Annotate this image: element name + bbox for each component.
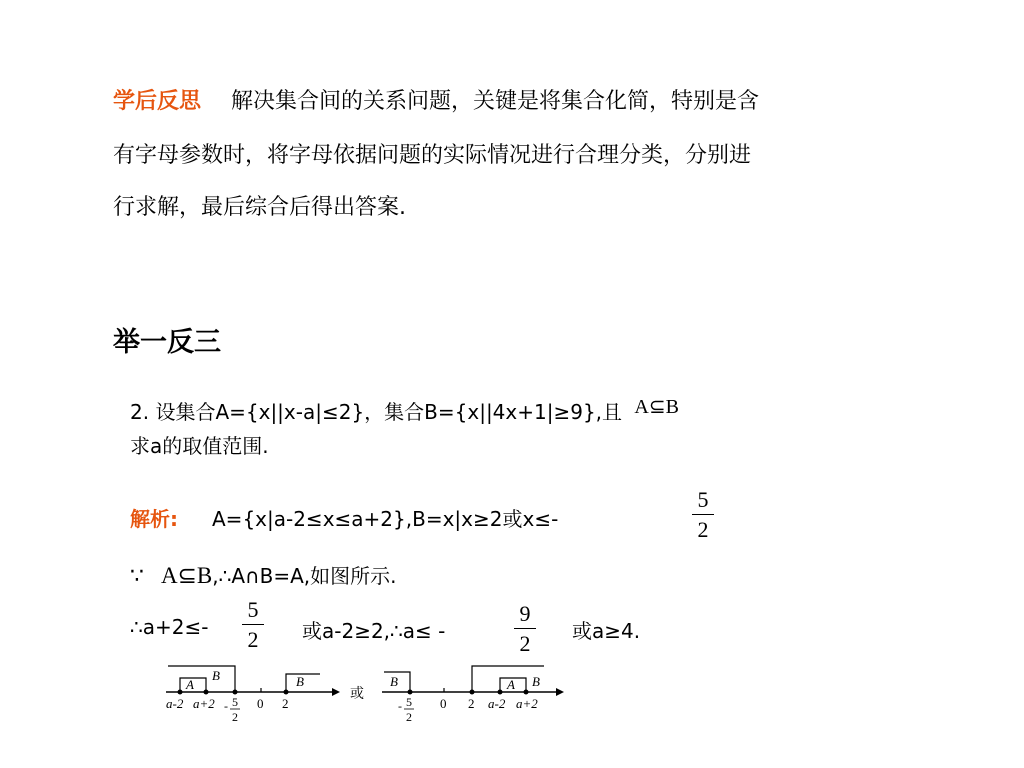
frac3-den: 2 <box>519 631 531 656</box>
left-number-line <box>166 666 340 724</box>
right-label-A: A <box>507 677 515 692</box>
because-symbol: ∵ <box>130 564 144 589</box>
solution-text-1: A={x|a-2≤x≤a+2},B=x|x≥2或x≤- <box>212 507 559 531</box>
left-label-A: A <box>186 677 194 692</box>
reflection-label: 学后反思 <box>113 89 202 114</box>
right-tick-2: 2 <box>468 696 475 711</box>
left-label-B2: B <box>296 674 304 689</box>
fraction-9-over-2 <box>514 602 536 656</box>
right-number-line <box>382 666 564 724</box>
reflection-line-2: 有字母参数时，将字母依据问题的实际情况进行合理分类，分别进 <box>113 143 752 168</box>
left-tick-2: 2 <box>282 696 289 711</box>
solution-line-3a: ∴a+2≤- <box>130 615 209 639</box>
solution-text-2: ,∴A∩B=A,如图所示. <box>212 564 397 588</box>
left-frac-den: 2 <box>232 710 238 724</box>
left-label-B1: B <box>212 668 220 683</box>
problem-line-2: 求a的取值范围. <box>130 434 269 458</box>
solution-line-2 <box>130 560 397 589</box>
left-frac-num: 5 <box>232 695 238 709</box>
frac2-den: 2 <box>247 627 259 652</box>
problem-text-1: 2. 设集合A={x||x-a|≤2}，集合B={x||4x+1|≥9},且 <box>130 400 623 424</box>
fraction-5-over-2-b <box>242 598 264 652</box>
frac1-num: 5 <box>697 487 709 512</box>
right-tick-a-plus-2: a+2 <box>516 696 538 711</box>
solution-line-1 <box>130 503 558 532</box>
frac3-num: 9 <box>519 601 531 626</box>
solution-label: 解析: <box>130 507 178 531</box>
right-label-B1: B <box>390 674 398 689</box>
fraction-5-over-2-a <box>692 488 714 542</box>
left-frac-sign: - <box>224 699 228 713</box>
reflection-line-1 <box>113 88 759 116</box>
right-frac-sign: - <box>398 699 402 713</box>
right-tick-0: 0 <box>440 696 447 711</box>
right-frac-den: 2 <box>406 710 412 724</box>
problem-line-1 <box>130 396 679 425</box>
solution-line-3c: 或a≥4. <box>572 619 641 643</box>
left-tick-a-plus-2: a+2 <box>193 696 215 711</box>
left-tick-0: 0 <box>257 696 264 711</box>
right-frac-num: 5 <box>406 695 412 709</box>
problem-subset-expr: A⊆B <box>634 396 679 418</box>
reflection-line-3: 行求解，最后综合后得出答案. <box>113 195 406 220</box>
diagram-connector-or: 或 <box>350 687 364 702</box>
solution-line-3b: 或a-2≥2,∴a≤ - <box>302 619 446 643</box>
section-title: 举一反三 <box>113 327 221 358</box>
number-line-diagram <box>160 658 580 728</box>
because-expr: A⊆B <box>161 563 213 588</box>
frac2-num: 5 <box>247 597 259 622</box>
reflection-text-1: 解决集合间的关系问题，关键是将集合化简，特别是含 <box>231 89 760 114</box>
right-label-B2: B <box>532 674 540 689</box>
left-tick-a-minus-2: a-2 <box>166 696 184 711</box>
right-tick-a-minus-2: a-2 <box>488 696 506 711</box>
frac1-den: 2 <box>697 517 709 542</box>
